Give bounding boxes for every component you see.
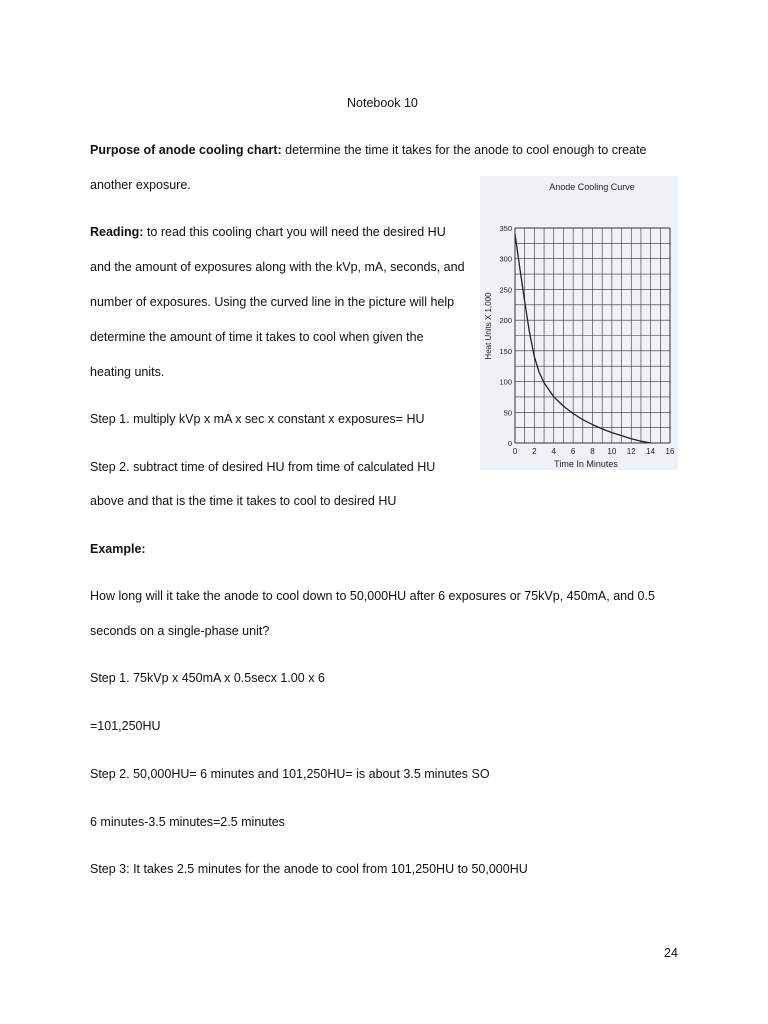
x-tick-label: 12	[626, 447, 636, 456]
example-step1: Step 1. 75kVp x 450mA x 0.5secx 1.00 x 6	[90, 671, 325, 685]
y-tick-label: 150	[499, 346, 512, 356]
purpose-text: determine the time it takes for the anode to cool enough to create	[281, 143, 647, 157]
x-tick-label: 0	[512, 447, 518, 456]
purpose-label: Purpose of anode cooling chart:	[90, 143, 282, 157]
example-calculation: 6 minutes-3.5 minutes=2.5 minutes	[90, 815, 285, 829]
x-tick-label: 4	[551, 447, 556, 456]
purpose-paragraph-line2: another exposure.	[90, 178, 191, 192]
y-tick-label: 300	[499, 254, 512, 264]
x-tick-label: 10	[607, 447, 617, 456]
x-tick-label: 2	[532, 447, 537, 456]
step1-instruction: Step 1. multiply kVp x mA x sec x constant x exposures= HU	[90, 412, 425, 426]
example-step2: Step 2. 50,000HU= 6 minutes and 101,250HU= is about 3.5 minutes SO	[90, 767, 490, 781]
example-result: =101,250HU	[90, 719, 161, 733]
page-title: Notebook 10	[347, 96, 418, 110]
reading-line3: number of exposures. Using the curved line in the picture will help	[90, 295, 455, 309]
reading-line2: and the amount of exposures along with the kVp, mA, seconds, and	[90, 260, 465, 274]
anode-cooling-chart	[480, 176, 678, 470]
chart-title: Anode Cooling Curve	[549, 182, 635, 192]
y-tick-label: 250	[499, 285, 512, 295]
page-number: 24	[664, 946, 678, 960]
example-step3: Step 3: It takes 2.5 minutes for the anode to cool from 101,250HU to 50,000HU	[90, 862, 528, 876]
purpose-paragraph-line1	[90, 142, 647, 158]
reading-text: to read this cooling chart you will need the desired HU	[143, 225, 446, 239]
y-tick-label: 50	[503, 408, 512, 418]
x-tick-label: 8	[590, 447, 595, 456]
step2-instruction-line1: Step 2. subtract time of desired HU from time of calculated HU	[90, 460, 436, 474]
reading-line5: heating units.	[90, 365, 165, 379]
y-tick-label: 100	[499, 377, 512, 387]
example-label: Example:	[90, 542, 146, 556]
chart-y-axis-label: Heat Units X 1,000	[484, 292, 493, 360]
x-tick-label: 16	[665, 447, 675, 456]
reading-line4: determine the amount of time it takes to cool when given the	[90, 330, 424, 344]
chart-svg	[480, 176, 678, 470]
example-question-line1: How long will it take the anode to cool down to 50,000HU after 6 exposures or 75kVp, 450mA, and 0.5	[90, 589, 655, 603]
example-question-line2: seconds on a single-phase unit?	[90, 624, 270, 638]
reading-line1	[90, 224, 446, 240]
chart-x-axis-label: Time In Minutes	[554, 459, 618, 469]
x-tick-label: 14	[646, 447, 656, 456]
x-tick-label: 6	[570, 447, 576, 456]
y-tick-label: 350	[499, 224, 512, 233]
reading-label: Reading:	[90, 225, 144, 239]
y-tick-label: 200	[499, 316, 512, 326]
step2-instruction-line2: above and that is the time it takes to cool to desired HU	[90, 494, 397, 508]
y-tick-label: 0	[507, 439, 512, 448]
